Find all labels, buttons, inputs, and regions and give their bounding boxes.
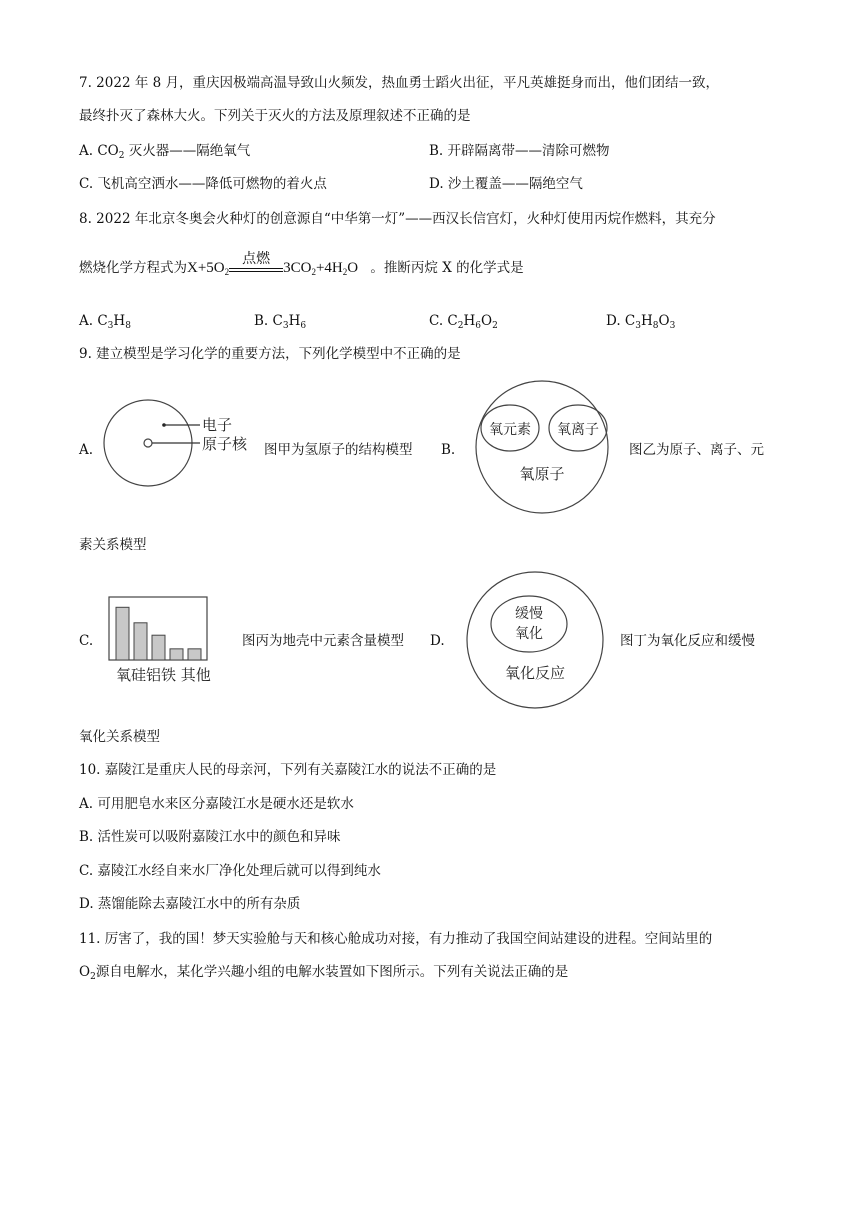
q9-b-caption: 图乙为原子、离子、元 <box>629 442 764 458</box>
q8-stem-line2: 燃烧化学方程式为$X+5O_2$ 点燃 $3CO_2+4H_2O$ 。推断丙烷 X 的化学式是 <box>79 251 524 277</box>
slow-oxidation-label-2: 氧化 <box>515 626 543 642</box>
q9-stem: 9. 建立模型是学习化学的重要方法，下列化学模型中不正确的是 <box>79 346 461 362</box>
crust-element-content-chart <box>106 596 226 688</box>
q8-option-c: C. $C_2H_6O_2$ <box>429 313 498 331</box>
crust-bar-0 <box>116 607 129 660</box>
oxygen-atom-label: 氧原子 <box>519 465 565 483</box>
q7-option-b: B. 开辟隔离带——清除可燃物 <box>429 143 610 159</box>
q11-stem-line2: $O_2$源自电解水，某化学兴趣小组的电解水装置如下图所示。下列有关说法正确的是 <box>79 964 569 982</box>
q10-option-a: A. 可用肥皂水来区分嘉陵江水是硬水还是软水 <box>79 796 354 812</box>
hydrogen-atom-model <box>100 398 260 492</box>
crust-bar-4 <box>188 649 201 660</box>
oxygen-ion-label: 氧离子 <box>557 422 599 438</box>
q7-stem-line1: 7. 2022 年 8 月，重庆因极端高温导致山火频发，热血勇士蹈火出征，平凡英雄挺身而出，他们团结一致， <box>79 75 719 91</box>
q7-option-d: D. 沙土覆盖——隔绝空气 <box>429 176 583 192</box>
q8-option-b: B. $C_3H_6$ <box>254 313 307 331</box>
electron-label: 电子 <box>202 416 233 434</box>
q9-b-letter: B. <box>441 442 456 458</box>
q8-option-a: A. $C_3H_8$ <box>79 313 131 331</box>
q9-d-caption-continued: 氧化关系模型 <box>79 729 160 745</box>
crust-bar-1 <box>134 623 147 660</box>
q9-c-letter: C. <box>79 633 94 649</box>
q9-d-letter: D. <box>430 633 445 649</box>
q7-stem-line2: 最终扑灭了森林大火。下列关于灭火的方法及原理叙述不正确的是 <box>79 108 471 124</box>
atom-ion-element-model <box>468 380 618 514</box>
q9-b-caption-continued: 素关系模型 <box>79 537 147 553</box>
combustion-equation: $X+5O_2$ 点燃 $3CO_2+4H_2O$ <box>187 251 359 277</box>
q9-a-letter: A. <box>79 442 94 458</box>
crust-chart-axis-labels: 氧硅铝铁 其他 <box>116 666 211 684</box>
q10-option-d: D. 蒸馏能除去嘉陵江水中的所有杂质 <box>79 896 301 912</box>
reaction-condition: 点燃 <box>242 251 271 267</box>
oxidation-model <box>462 570 610 710</box>
oxidation-reaction-label: 氧化反应 <box>504 664 566 682</box>
nucleus-label: 原子核 <box>202 435 248 453</box>
q10-stem: 10. 嘉陵江是重庆人民的母亲河，下列有关嘉陵江水的说法不正确的是 <box>79 762 497 778</box>
q7-option-a: A. $CO_2$ 灭火器——隔绝氧气 <box>79 143 251 161</box>
q10-option-c: C. 嘉陵江水经自来水厂净化处理后就可以得到纯水 <box>79 863 381 879</box>
q9-a-caption: 图甲为氢原子的结构模型 <box>264 442 413 458</box>
q11-stem-line1: 11. 厉害了，我的国！梦天实验舱与天和核心舱成功对接，有力推动了我国空间站建设的进程。空间站里的 <box>79 931 713 947</box>
crust-bar-3 <box>170 649 183 660</box>
q8-option-d: D. $C_3H_8O_3$ <box>606 313 676 331</box>
q9-d-caption: 图丁为氧化反应和缓慢 <box>620 633 755 649</box>
q7-option-c: C. 飞机高空洒水——降低可燃物的着火点 <box>79 176 327 192</box>
q8-stem-line1: 8. 2022 年北京冬奥会火种灯的创意源自“中华第一灯”——西汉长信宫灯，火种灯使用丙烷作燃料，其充分 <box>79 211 716 227</box>
q10-option-b: B. 活性炭可以吸附嘉陵江水中的颜色和异味 <box>79 829 341 845</box>
q9-c-caption: 图丙为地壳中元素含量模型 <box>242 633 404 649</box>
slow-oxidation-label-1: 缓慢 <box>515 606 543 622</box>
oxygen-element-label: 氧元素 <box>489 422 531 438</box>
crust-bar-2 <box>152 635 165 660</box>
